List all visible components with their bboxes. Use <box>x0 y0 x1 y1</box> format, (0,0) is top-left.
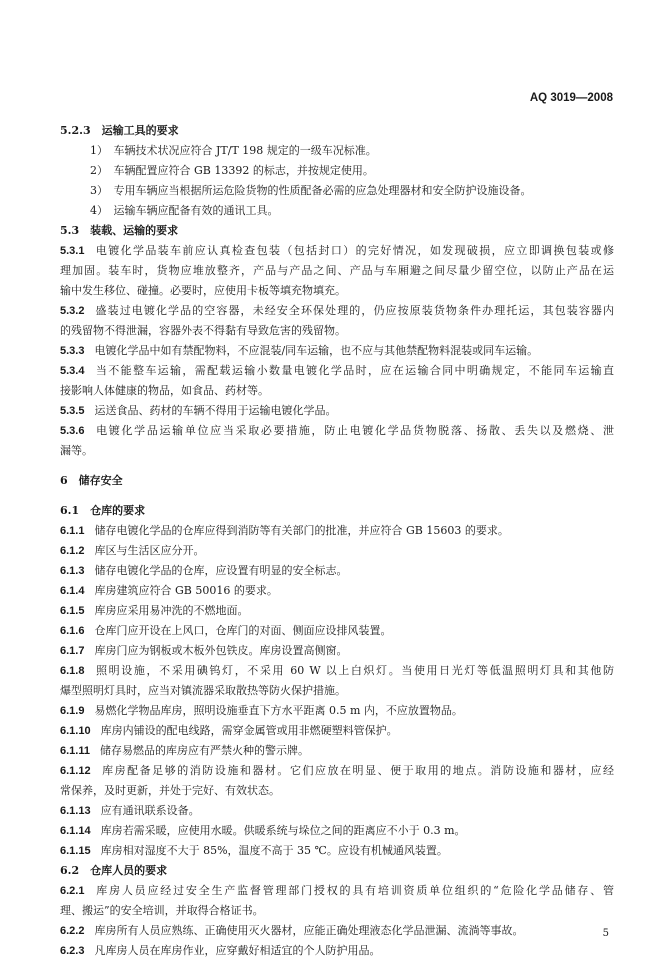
text-line <box>60 921 614 941</box>
clause-number: 6.1.3 <box>60 565 85 577</box>
line-text: 运送食品、药材的车辆不得用于运输电镀化学品。 <box>94 404 337 417</box>
clause-number: 6.1.12 <box>60 765 91 777</box>
line-text: 库房配备足够的消防设施和器材。它们应放在明显、便于取用的地点。消防设施和器材，应经 <box>100 764 614 777</box>
text-line <box>60 181 614 201</box>
clause-number: 6.1.5 <box>60 605 85 617</box>
document-body <box>60 121 614 961</box>
line-text: 照明设施，不采用碘钨灯，不采用 60 W 以上白炽灯。当使用日光灯等低温照明灯具和其他防 <box>94 664 614 677</box>
line-text: 当不能整车运输，需配载运输小数量电镀化学品时，应在运输合同中明确规定，不能同车运输直 <box>94 364 614 377</box>
line-text: 3） 专用车辆应当根据所运危险货物的性质配备必需的应急处理器材和安全防护设施设备。 <box>90 184 532 197</box>
text-line <box>60 261 614 281</box>
clause-number: 6.1.2 <box>60 545 85 557</box>
line-text: 1） 车辆技术状况应符合 JT/T 198 规定的一级车况标准。 <box>90 144 377 157</box>
section-heading <box>60 121 614 141</box>
clause-number: 5.3.1 <box>60 245 85 257</box>
line-text: 的残留物不得泄漏，容器外表不得黏有导致危害的残留物。 <box>60 324 346 337</box>
text-line <box>60 141 614 161</box>
text-line <box>60 581 614 601</box>
clause-number: 6.1.15 <box>60 845 91 857</box>
clause-number: 6.2.2 <box>60 925 85 937</box>
line-text: 5.2.3 运输工具的要求 <box>60 124 179 137</box>
text-line <box>60 901 614 921</box>
line-text: 库房门应为钢板或木板外包铁皮。库房设置高侧窗。 <box>94 644 348 657</box>
line-text: 6.2 仓库人员的要求 <box>60 864 168 877</box>
text-line <box>60 601 614 621</box>
line-text: 爆型照明灯具时，应当对镇流器采取散热等防火保护措施。 <box>60 684 346 697</box>
clause-number: 5.3.3 <box>60 345 85 357</box>
text-line <box>60 781 614 801</box>
text-line <box>60 401 614 421</box>
line-text: 6 储存安全 <box>60 474 123 487</box>
line-text: 电镀化学品中如有禁配物料，不应混装/同车运输，也不应与其他禁配物料混装或同车运输。 <box>94 344 539 357</box>
clause-number: 5.3.6 <box>60 425 85 437</box>
line-text: 库区与生活区应分开。 <box>94 544 205 557</box>
line-text: 盛装过电镀化学品的空容器，未经安全环保处理的，仍应按原装货物条件办理托运，其包装容器内 <box>94 304 614 317</box>
text-line <box>60 421 614 441</box>
line-text: 6.1 仓库的要求 <box>60 504 146 517</box>
clause-number: 6.1.1 <box>60 525 85 537</box>
text-line <box>60 161 614 181</box>
line-text: 输中发生移位、碰撞。必要时，应使用卡板等填充物填充。 <box>60 284 346 297</box>
clause-number: 5.3.2 <box>60 305 85 317</box>
text-line <box>60 561 614 581</box>
line-text: 库房建筑应符合 GB 50016 的要求。 <box>94 584 278 597</box>
text-line <box>60 201 614 221</box>
line-text: 2） 车辆配置应符合 GB 13392 的标志，并按规定使用。 <box>90 164 374 177</box>
clause-number: 6.1.14 <box>60 825 91 837</box>
section-heading <box>60 501 614 521</box>
clause-number: 6.1.4 <box>60 585 85 597</box>
line-text: 理加固。装车时，货物应堆放整齐，产品与产品之间、产品与车厢避之间尽量少留空位，以防止产品在运 <box>60 264 614 277</box>
text-line <box>60 681 614 701</box>
text-line <box>60 541 614 561</box>
section-heading <box>60 471 614 491</box>
text-line <box>60 281 614 301</box>
line-text: 理、搬运”的安全培训，并取得合格证书。 <box>60 904 264 917</box>
text-line <box>60 761 614 781</box>
line-text: 电镀化学品装车前应认真检查包装（包括封口）的完好情况，如发现破损，应立即调换包装或修 <box>94 244 614 257</box>
line-text: 接影响人体健康的物品，如食品、药材等。 <box>60 384 269 397</box>
clause-number: 6.2.3 <box>60 945 85 957</box>
line-text: 漏等。 <box>60 444 93 457</box>
text-line <box>60 441 614 461</box>
clause-number: 6.1.10 <box>60 725 91 737</box>
line-text: 库房应采用易冲洗的不燃地面。 <box>94 604 249 617</box>
clause-number: 6.1.9 <box>60 705 85 717</box>
text-line <box>60 841 614 861</box>
line-text: 仓库门应开设在上风口，仓库门的对面、侧面应设排风装置。 <box>94 624 392 637</box>
clause-number: 6.2.1 <box>60 885 85 897</box>
line-text: 库房所有人员应熟练、正确使用灭火器材，应能正确处理液态化学品泄漏、流淌等事故。 <box>94 924 524 937</box>
line-text: 库房内铺设的配电线路，需穿金属管或用非燃硬塑料管保护。 <box>100 724 398 737</box>
line-text: 常保养，及时更新，并处于完好、有效状态。 <box>60 784 280 797</box>
text-line <box>60 381 614 401</box>
text-line <box>60 301 614 321</box>
clause-number: 5.3.5 <box>60 405 85 417</box>
standard-code: AQ 3019—2008 <box>529 92 613 104</box>
line-text: 储存电镀化学品的仓库，应设置有明显的安全标志。 <box>94 564 348 577</box>
text-line <box>60 881 614 901</box>
line-text: 储存电镀化学品的仓库应得到消防等有关部门的批准，并应符合 GB 15603 的要求。 <box>94 524 509 537</box>
line-text: 库房人员应经过安全生产监督管理部门授权的具有培训资质单位组织的“危险化学品储存、管 <box>94 884 614 897</box>
clause-number: 6.1.8 <box>60 665 85 677</box>
clause-number: 6.1.13 <box>60 805 91 817</box>
text-line <box>60 941 614 961</box>
line-text: 4） 运输车辆应配备有效的通讯工具。 <box>90 204 279 217</box>
text-line <box>60 321 614 341</box>
spacer <box>60 491 614 501</box>
line-text: 应有通讯联系设备。 <box>100 804 200 817</box>
line-text: 库房相对湿度不大于 85%，温度不高于 35 ℃。应设有机械通风装置。 <box>100 844 448 857</box>
line-text: 库房若需采暖，应使用水暖。供暖系统与垛位之间的距离应不小于 0.3 m。 <box>100 824 466 837</box>
text-line <box>60 361 614 381</box>
page-number: 5 <box>602 928 609 939</box>
section-heading <box>60 221 614 241</box>
clause-number: 6.1.6 <box>60 625 85 637</box>
text-line <box>60 341 614 361</box>
line-text: 储存易燃品的库房应有严禁火种的警示牌。 <box>99 744 309 757</box>
spacer <box>60 461 614 471</box>
text-line <box>60 641 614 661</box>
line-text: 5.3 装载、运输的要求 <box>60 224 179 237</box>
text-line <box>60 521 614 541</box>
section-heading <box>60 861 614 881</box>
line-text: 易燃化学物品库房，照明设施垂直下方水平距离 0.5 m 内，不应放置物品。 <box>94 704 463 717</box>
text-line <box>60 701 614 721</box>
text-line <box>60 821 614 841</box>
text-line <box>60 741 614 761</box>
text-line <box>60 801 614 821</box>
clause-number: 6.1.11 <box>60 745 90 757</box>
clause-number: 6.1.7 <box>60 645 85 657</box>
text-line <box>60 661 614 681</box>
text-line <box>60 241 614 261</box>
line-text: 凡库房人员在库房作业，应穿戴好相适宜的个人防护用品。 <box>94 944 381 957</box>
text-line <box>60 621 614 641</box>
clause-number: 5.3.4 <box>60 365 85 377</box>
line-text: 电镀化学品运输单位应当采取必要措施，防止电镀化学品货物脱落、扬散、丢失以及燃烧、泄 <box>94 424 614 437</box>
text-line <box>60 721 614 741</box>
